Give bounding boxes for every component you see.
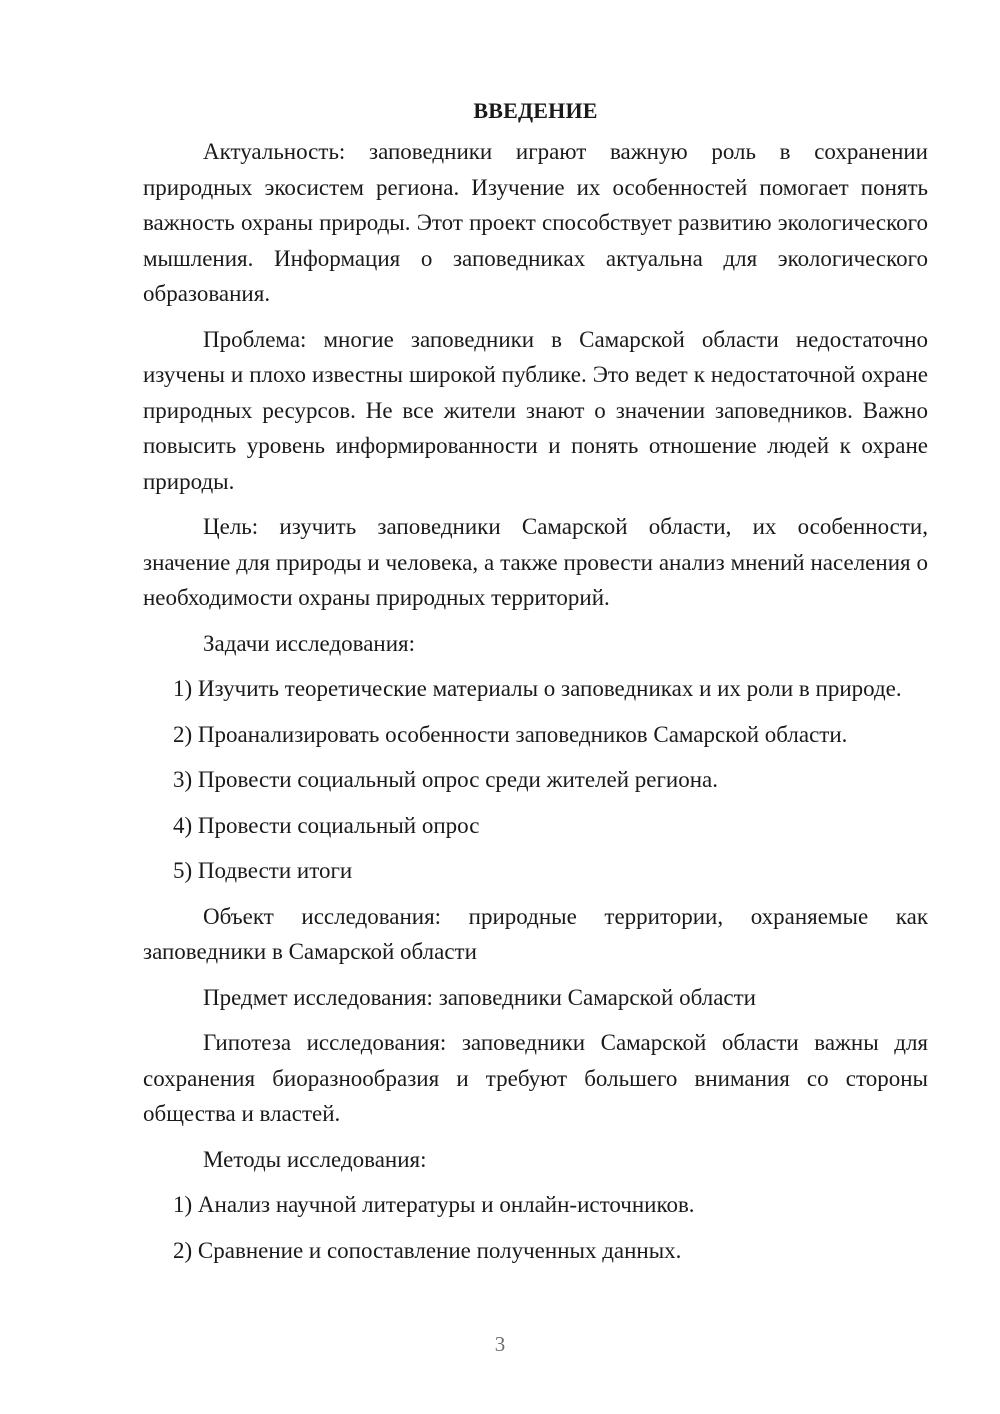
- page-number: 3: [494, 1332, 506, 1356]
- task-item-3: 3) Провести социальный опрос среди жителей региона.: [173, 767, 719, 792]
- method-item-1: 1) Анализ научной литературы и онлайн-источников.: [173, 1192, 695, 1217]
- subject-paragraph: Предмет исследования: заповедники Самарской области: [203, 984, 756, 1010]
- hypothesis-paragraph: Гипотеза исследования: заповедники Самарской области важны для сохранения биоразнообразия и требуют большего внимания со стороны общества и властей.: [143, 1030, 928, 1126]
- method-item-2: 2) Сравнение и сопоставление полученных данных.: [173, 1237, 682, 1263]
- methods-heading: Методы исследования:: [203, 1146, 427, 1172]
- task-item-4: 4) Провести социальный опрос: [173, 812, 480, 838]
- document-page: [143, 96, 928, 1278]
- task-item-1: 1) Изучить теоретические материалы о заповедниках и их роли в природе.: [173, 676, 902, 701]
- object-paragraph: Объект исследования: природные территории, охраняемые как заповедники в Самарской области: [143, 903, 928, 964]
- goal-paragraph: Цель: изучить заповедники Самарской области, их особенности, значение для природы и человека, а также провести анализ мнений населения о необходимости охраны природных территорий.: [143, 514, 928, 610]
- section-title: ВВЕДЕНИЕ: [473, 98, 598, 123]
- tasks-heading: Задачи исследования:: [203, 630, 416, 656]
- task-item-2: 2) Проанализировать особенности заповедников Самарской области.: [173, 721, 848, 747]
- task-item-5: 5) Подвести итоги: [173, 858, 353, 883]
- problem-paragraph: Проблема: многие заповедники в Самарской области недостаточно изучены и плохо известны широкой публике. Это ведет к недостаточной охране природных ресурсов. Не все жители знают о значении заповедников. Важно повысить уровень информированности и понять отношение людей к охране природы.: [143, 326, 928, 494]
- relevance-paragraph: Актуальность: заповедники играют важную роль в сохранении природных экосистем региона. Изучение их особенностей помогает понять важность охраны природы. Этот проект способствует развитию экологического мышления. Информация о заповедниках актуальна для экологического образования.: [143, 139, 928, 306]
